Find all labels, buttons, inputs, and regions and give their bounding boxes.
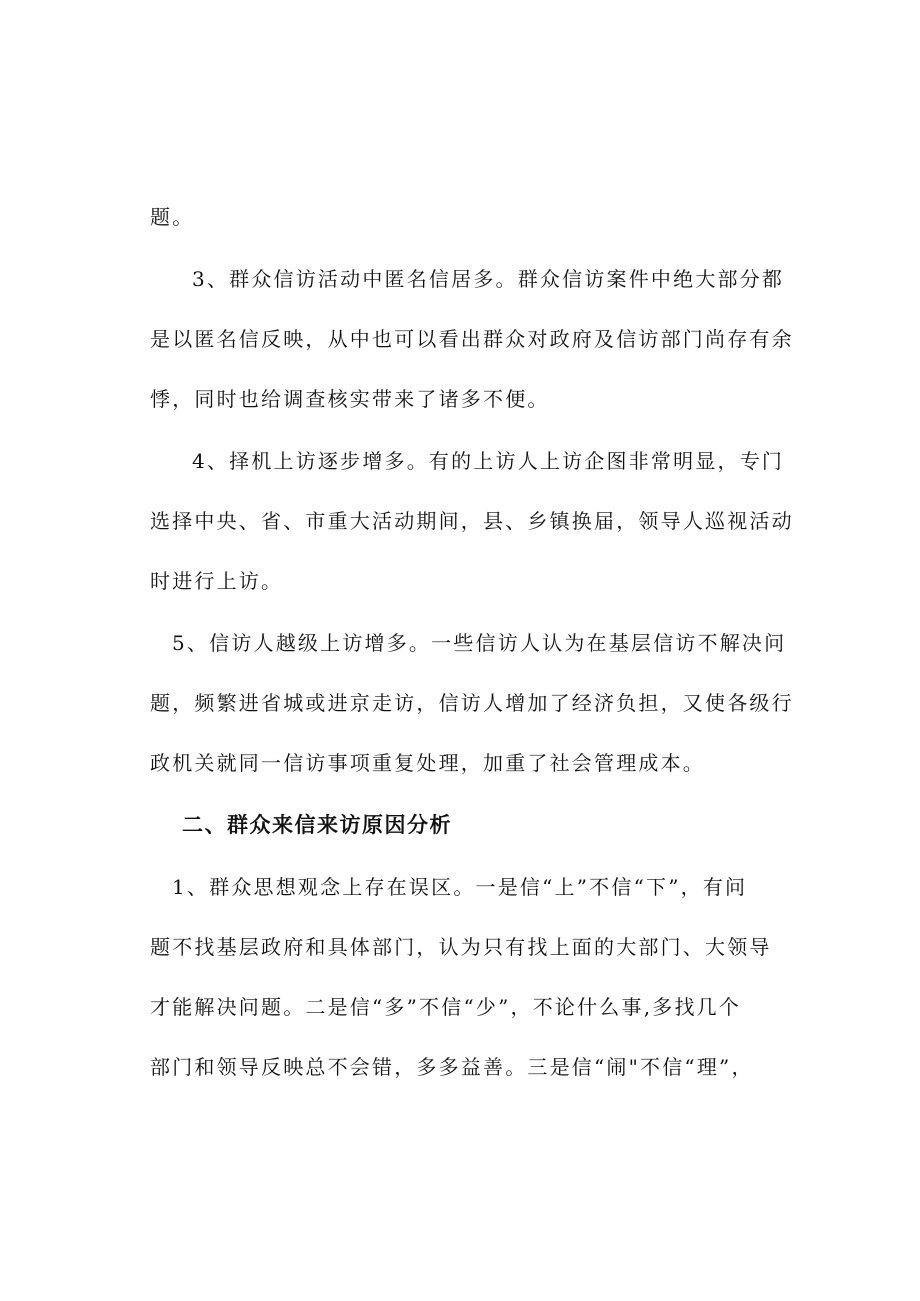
paragraph-line: 才能解决问题。二是信“多”不信“少”，不论什么事,多找几个 [150, 995, 742, 1019]
section-heading: 二、群众来信来访原因分析 [182, 813, 452, 837]
paragraph-line: 悸，同时也给调查核实带来了诸多不便。 [150, 387, 550, 411]
paragraph-line: 是以匿名信反映，从中也可以看出群众对政府及信访部门尚存有余 [150, 327, 794, 351]
paragraph-line: 政机关就同一信访事项重复处理，加重了社会管理成本。 [150, 751, 705, 775]
paragraph-line: 1、群众思想观念上存在误区。一是信“上”不信“下”，有问 [172, 875, 748, 899]
paragraph-line: 3、群众信访活动中匿名信居多。群众信访案件中绝大部分都 [192, 267, 785, 291]
paragraph-line: 题，频繁进省城或进京走访，信访人增加了经济负担，又使各级行 [150, 691, 794, 715]
paragraph-line: 部门和领导反映总不会错，多多益善。三是信“闹"不信“理”， [150, 1055, 754, 1079]
paragraph-line: 4、择机上访逐步增多。有的上访人上访企图非常明显，专门 [192, 449, 785, 473]
paragraph-line: 题不找基层政府和具体部门，认为只有找上面的大部门、大领导 [150, 935, 772, 959]
paragraph-line: 时进行上访。 [150, 569, 284, 593]
paragraph-line: 选择中央、省、市重大活动期间，县、乡镇换届，领导人巡视活动 [150, 509, 794, 533]
paragraph-line: 题。 [150, 205, 195, 229]
paragraph-line: 5、信访人越级上访增多。一些信访人认为在基层信访不解决问 [172, 631, 787, 655]
